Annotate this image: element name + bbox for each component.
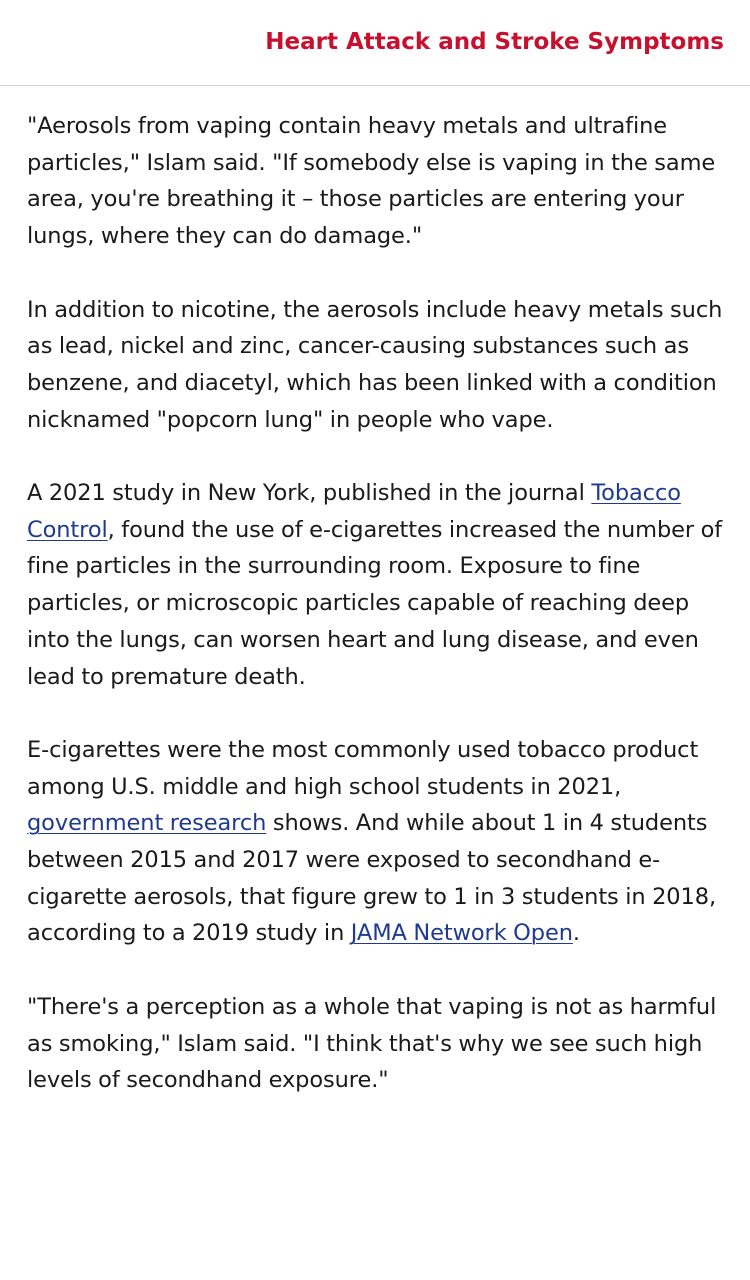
paragraph-text: , found the use of e-cigarettes increased the number of fine particles in the surrounding room. Exposure to fine particles, or microscopic particles capable of reaching deep into the lungs, can worsen heart and lung disease, and even lead to premature death.: [27, 516, 723, 690]
government-research-link[interactable]: government research: [27, 810, 267, 837]
paragraph-aerosol-contents: In addition to nicotine, the aerosols include heavy metals such as lead, nickel and zinc, cancer-causing substances such as benzene, and diacetyl, which has been linked with a condition nicknamed "popcorn lung" in people who vape.: [27, 296, 723, 433]
top-bar: [0, 0, 750, 86]
paragraph-text: E-cigarettes were the most commonly used tobacco product among U.S. middle and high school students in 2021,: [27, 736, 699, 800]
paragraph-text: .: [572, 920, 580, 947]
paragraph-text: A 2021 study in New York, published in the journal: [27, 480, 592, 506]
tobacco-control-link[interactable]: Tobacco Control: [27, 480, 681, 543]
article-body: [0, 86, 750, 1099]
heart-attack-stroke-symptoms-link[interactable]: Heart Attack and Stroke Symptoms: [265, 28, 724, 55]
paragraph-text: shows. And while about 1 in 4 students between 2015 and 2017 were exposed to secondhand e-cigarette aerosols, that figure grew to 1 in 3 students in 2018, according to a 2019 study in: [27, 810, 716, 947]
paragraph-2021-study: [27, 475, 724, 695]
jama-network-open-link[interactable]: JAMA Network Open: [350, 920, 573, 947]
paragraph-perception-quote: "There's a perception as a whole that vaping is not as harmful as smoking," Islam said. "I think that's why we see such high levels of secondhand exposure.": [27, 993, 717, 1094]
paragraph-aerosols-quote: "Aerosols from vaping contain heavy metals and ultrafine particles," Islam said. "If somebody else is vaping in the same area, you're breathing it – those particles are entering your lungs, where they can do damage.": [27, 113, 716, 250]
paragraph-e-cigarette-use: [27, 732, 724, 952]
